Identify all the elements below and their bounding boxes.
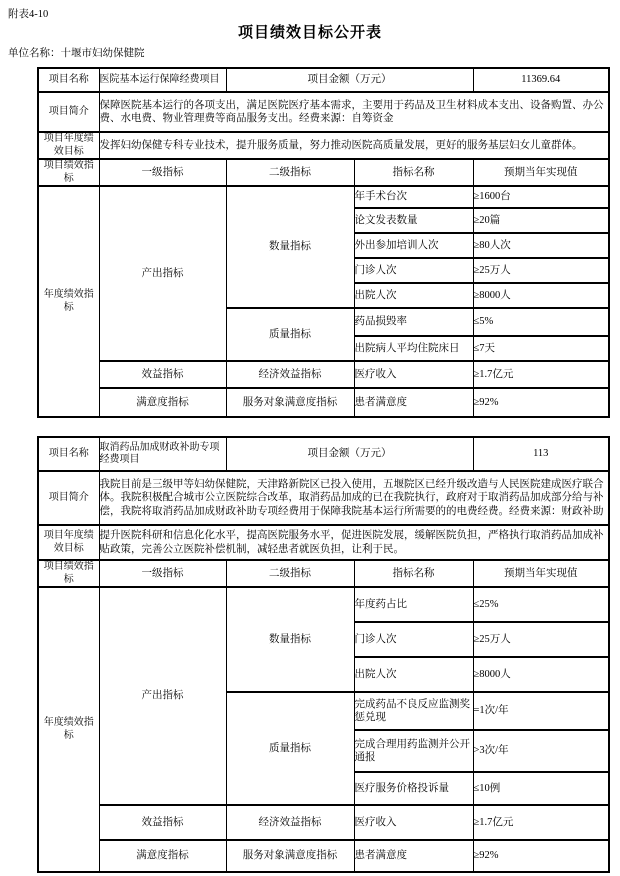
output-indicator-cell: 产出指标 [99, 587, 226, 805]
project-table-2 [37, 436, 610, 873]
indicator-name-header: 指标名称 [354, 560, 473, 587]
indicator-name-cell: 医疗服务价格投诉量 [354, 772, 473, 805]
indicator-header-row [38, 560, 609, 587]
indicator-row [38, 805, 609, 840]
table-row [38, 92, 609, 132]
indicator-value-cell: ≤10例 [473, 772, 609, 805]
indicator-name-cell: 完成合理用药监测并公开通报 [354, 730, 473, 772]
indicator-name-cell: 年度药占比 [354, 587, 473, 622]
indicator-value-cell: ≥25万人 [473, 622, 609, 657]
indicator-name-header: 指标名称 [354, 159, 473, 186]
annual-perf-label: 年度绩效指标 [38, 186, 99, 417]
service-satisfaction-cell: 服务对象满意度指标 [226, 840, 354, 872]
economic-indicator-cell: 经济效益指标 [226, 361, 354, 388]
indicator-value-cell: =1次/年 [473, 692, 609, 730]
indicator-name-cell: 门诊人次 [354, 622, 473, 657]
unit-name: 单位名称：十堰市妇幼保健院 [8, 48, 145, 59]
indicator-name-cell: 患者满意度 [354, 840, 473, 872]
expected-value-header: 预期当年实现值 [473, 159, 609, 186]
indicator-name-cell: 年手术台次 [354, 186, 473, 208]
amount-label: 项目金额（万元） [226, 68, 473, 92]
satisfaction-indicator-cell: 满意度指标 [99, 840, 226, 872]
indicator-row [38, 840, 609, 872]
annual-goal-text: 提升医院科研和信息化化水平，提高医院服务水平，促进医院发展，缓解医院负担，严格执行取消药品加成补贴政策，完善公立医院补偿机制，减轻患者就医负担，让利于民。 [99, 525, 609, 560]
indicator-value-cell: ≥8000人 [473, 657, 609, 692]
indicator-name-cell: 出院病人平均住院床日 [354, 336, 473, 361]
indicator-value-cell: ≥92% [473, 388, 609, 417]
economic-indicator-cell: 经济效益指标 [226, 805, 354, 840]
indicator-name-cell: 药品损毁率 [354, 308, 473, 336]
indicator-value-cell: ≥8000人 [473, 283, 609, 308]
service-satisfaction-cell: 服务对象满意度指标 [226, 388, 354, 417]
benefit-indicator-cell: 效益指标 [99, 361, 226, 388]
project-name-label: 项目名称 [38, 437, 99, 471]
indicator-name-cell: 患者满意度 [354, 388, 473, 417]
page-title: 项目绩效目标公开表 [237, 25, 382, 41]
indicator-value-cell: >3次/年 [473, 730, 609, 772]
indicator-value-cell: ≥1600台 [473, 186, 609, 208]
satisfaction-indicator-cell: 满意度指标 [99, 388, 226, 417]
benefit-indicator-cell: 效益指标 [99, 805, 226, 840]
indicator-value-cell: ≥80人次 [473, 233, 609, 258]
annual-perf-label: 年度绩效指标 [38, 587, 99, 872]
brief-label: 项目简介 [38, 471, 99, 525]
indicator-header-row [38, 159, 609, 186]
indicator-value-cell: ≥20篇 [473, 208, 609, 233]
indicator-name-cell: 医疗收入 [354, 361, 473, 388]
indicator-row [38, 186, 609, 208]
indicator-name-cell: 外出参加培训人次 [354, 233, 473, 258]
project-name-value: 医院基本运行保障经费项目 [99, 68, 226, 92]
annual-goal-text: 发挥妇幼保健专科专业技术，提升服务质量，努力推动医院高质量发展，更好的服务基层妇女儿童群体。 [99, 132, 609, 159]
level2-header: 二级指标 [226, 560, 354, 587]
table-row [38, 132, 609, 159]
indicator-value-cell: ≤25% [473, 587, 609, 622]
indicator-value-cell: ≥1.7亿元 [473, 805, 609, 840]
indicator-name-cell: 完成药品不良反应监测奖惩兑现 [354, 692, 473, 730]
quantity-indicator-cell: 数量指标 [226, 587, 354, 692]
indicator-name-cell: 论文发表数量 [354, 208, 473, 233]
project-name-value: 取消药品加成财政补助专项经费项目 [99, 437, 226, 471]
indicator-value-cell: ≥92% [473, 840, 609, 872]
perf-indicators-label: 项目绩效指标 [38, 159, 99, 186]
quality-indicator-cell: 质量指标 [226, 692, 354, 805]
brief-label: 项目简介 [38, 92, 99, 132]
brief-text: 保障医院基本运行的各项支出，满足医院医疗基本需求，主要用于药品及卫生材料成本支出、设备购置、办公费、水电费、物业管理费等商品服务支出。经费来源：自筹资金 [99, 92, 609, 132]
level1-header: 一级指标 [99, 560, 226, 587]
table-row [38, 437, 609, 471]
table-row [38, 471, 609, 525]
quantity-indicator-cell: 数量指标 [226, 186, 354, 308]
perf-indicators-label: 项目绩效指标 [38, 560, 99, 587]
indicator-name-cell: 门诊人次 [354, 258, 473, 283]
amount-value: 11369.64 [473, 68, 609, 92]
annual-goal-label: 项目年度绩效目标 [38, 132, 99, 159]
indicator-value-cell: ≥1.7亿元 [473, 361, 609, 388]
indicator-name-cell: 出院人次 [354, 657, 473, 692]
indicator-value-cell: ≤5% [473, 308, 609, 336]
brief-text: 我院目前是三级甲等妇幼保健院，天津路新院区已投入使用，五堰院区已经升级改造与人民医院建成医疗联合体。我院积极配合城市公立医院综合改革，取消药品加成的已在我院执行，政府对于取消药品加成部分给与补偿，我院将取消药品加成财政补助专项经费用于保障我院基本运行所需要的的电费经费。经费来源：财政补助 [99, 471, 609, 525]
project-name-label: 项目名称 [38, 68, 99, 92]
output-indicator-cell: 产出指标 [99, 186, 226, 361]
indicator-name-cell: 出院人次 [354, 283, 473, 308]
level2-header: 二级指标 [226, 159, 354, 186]
indicator-row [38, 388, 609, 417]
indicator-value-cell: ≤7天 [473, 336, 609, 361]
indicator-value-cell: ≥25万人 [473, 258, 609, 283]
indicator-row [38, 587, 609, 622]
table-row [38, 68, 609, 92]
amount-value: 113 [473, 437, 609, 471]
expected-value-header: 预期当年实现值 [473, 560, 609, 587]
quality-indicator-cell: 质量指标 [226, 308, 354, 361]
amount-label: 项目金额（万元） [226, 437, 473, 471]
annual-goal-label: 项目年度绩效目标 [38, 525, 99, 560]
level1-header: 一级指标 [99, 159, 226, 186]
annex-label: 附表4-10 [8, 9, 49, 20]
table-row [38, 525, 609, 560]
project-table-1 [37, 67, 610, 418]
indicator-name-cell: 医疗收入 [354, 805, 473, 840]
indicator-row [38, 361, 609, 388]
